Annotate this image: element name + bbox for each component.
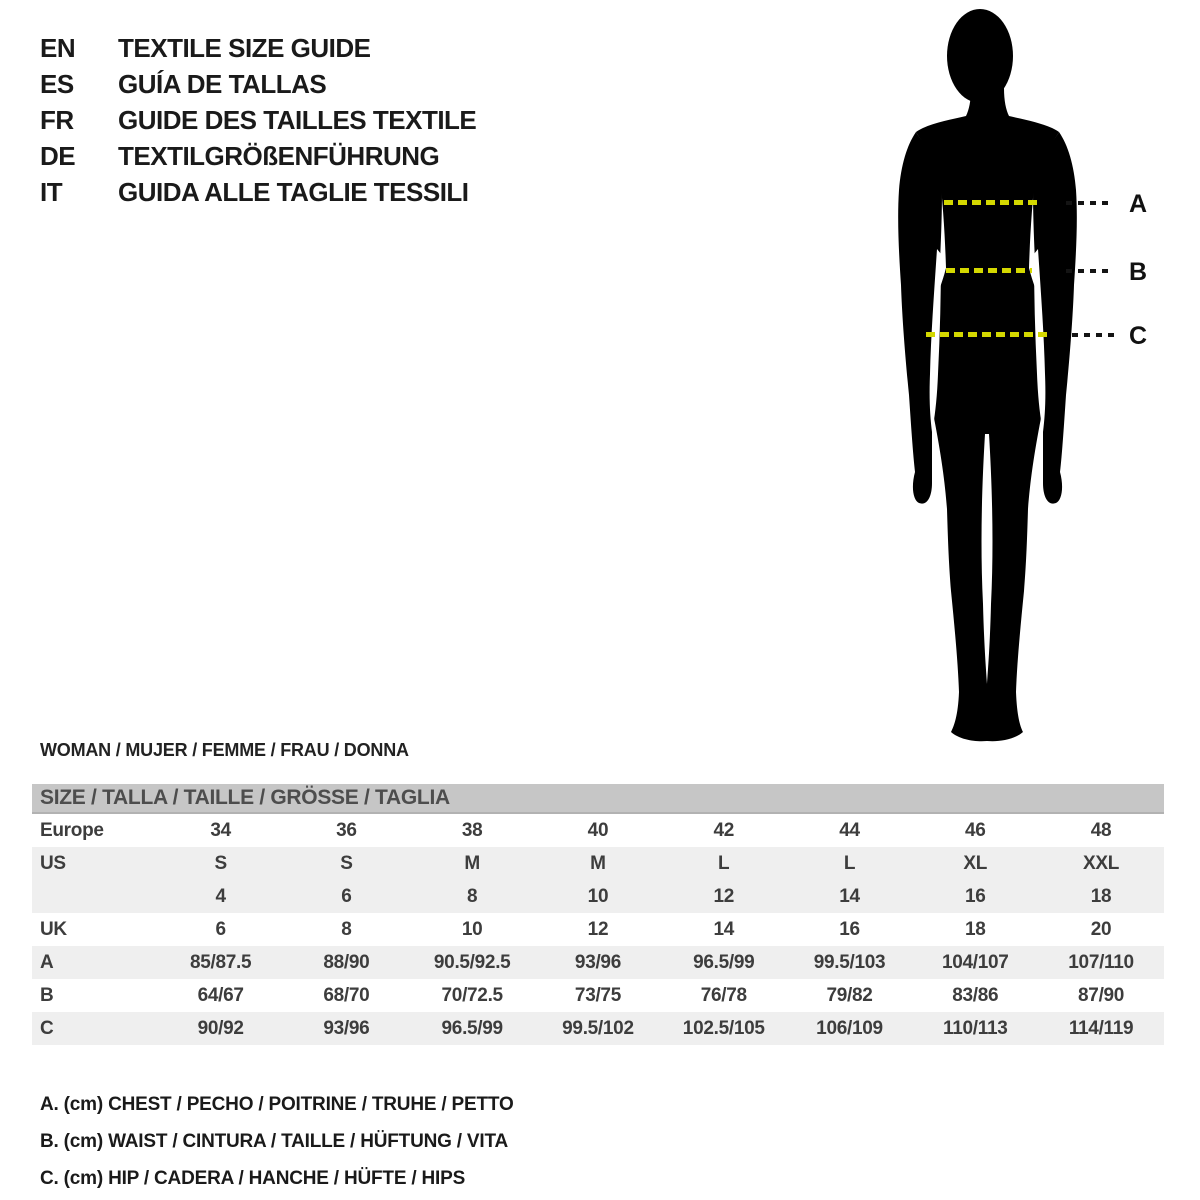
cell: 68/70 xyxy=(323,984,370,1006)
cell: 85/87.5 xyxy=(190,951,252,973)
cell: 6 xyxy=(341,885,352,907)
language-title: GUÍA DE TALLAS xyxy=(118,68,327,99)
row-label: Europe xyxy=(40,819,104,841)
table-row-uk xyxy=(32,913,1164,946)
cell: 107/110 xyxy=(1068,951,1134,973)
cell: 42 xyxy=(713,819,734,841)
measure-label-c: C xyxy=(1129,322,1148,350)
table-row-europe xyxy=(32,813,1164,847)
table-row-waist xyxy=(32,979,1164,1012)
cell: 12 xyxy=(587,918,609,940)
measure-label-b: B xyxy=(1129,258,1148,286)
cell: S xyxy=(214,852,227,874)
language-title: TEXTILE SIZE GUIDE xyxy=(118,32,371,63)
cell: 40 xyxy=(587,819,609,841)
cell: 18 xyxy=(964,918,986,940)
cell: 20 xyxy=(1090,918,1112,940)
cell: 8 xyxy=(467,885,478,907)
measurement-legend xyxy=(40,1086,514,1197)
cell: 38 xyxy=(461,819,483,841)
cell: 34 xyxy=(210,819,231,841)
cell: 4 xyxy=(215,885,226,907)
table-row-us xyxy=(32,847,1164,880)
gender-heading: WOMAN / MUJER / FEMME / FRAU / DONNA xyxy=(40,740,409,760)
cell: 99.5/102 xyxy=(562,1017,634,1039)
row-label: A xyxy=(40,951,54,973)
hip-leader-dots xyxy=(1072,333,1114,337)
cell: 48 xyxy=(1090,819,1112,841)
chest-measure-dash-line xyxy=(944,200,1038,205)
language-title: GUIDA ALLE TAGLIE TESSILI xyxy=(118,176,469,207)
waist-measure-dash-line xyxy=(946,268,1032,273)
cell: 36 xyxy=(336,819,357,841)
cell: 18 xyxy=(1090,885,1112,907)
table-header: SIZE / TALLA / TAILLE / GRÖSSE / TAGLIA xyxy=(32,784,1164,813)
cell: 10 xyxy=(461,918,483,940)
language-code: FR xyxy=(40,104,74,135)
cell: 10 xyxy=(587,885,609,907)
legend-line-waist: B. (cm) WAIST / CINTURA / TAILLE / HÜFTUNG / VITA xyxy=(40,1130,508,1152)
cell: XXL xyxy=(1083,852,1120,874)
table-row-us-numeric xyxy=(32,880,1164,913)
woman-silhouette-image xyxy=(888,4,1088,744)
language-title: GUIDE DES TAILLES TEXTILE xyxy=(118,104,477,135)
cell: 73/75 xyxy=(574,984,621,1006)
language-title: TEXTILGRÖßENFÜHRUNG xyxy=(118,140,440,171)
cell: 102.5/105 xyxy=(682,1017,765,1039)
chest-leader-dots xyxy=(1066,201,1114,205)
cell: 46 xyxy=(964,819,986,841)
legend-line-chest: A. (cm) CHEST / PECHO / POITRINE / TRUHE / PETTO xyxy=(40,1093,514,1115)
cell: 6 xyxy=(215,918,226,940)
cell: 79/82 xyxy=(826,984,873,1006)
cell: L xyxy=(718,852,730,874)
table-header-row xyxy=(32,784,1164,813)
row-label: C xyxy=(40,1017,54,1039)
legend-line-hip: C. (cm) HIP / CADERA / HANCHE / HÜFTE / HIPS xyxy=(40,1167,466,1189)
table-row-hip xyxy=(32,1012,1164,1045)
cell: 8 xyxy=(341,918,352,940)
cell: 16 xyxy=(964,885,986,907)
cell: 87/90 xyxy=(1078,984,1125,1006)
cell: 64/67 xyxy=(197,984,244,1006)
cell: 90.5/92.5 xyxy=(433,951,511,973)
cell: 83/86 xyxy=(952,984,999,1006)
cell: 88/90 xyxy=(323,951,370,973)
cell: 99.5/103 xyxy=(813,951,886,973)
language-code: ES xyxy=(40,68,74,99)
cell: 44 xyxy=(839,819,860,841)
cell: S xyxy=(340,852,353,874)
table-row-chest xyxy=(32,946,1164,979)
cell: 14 xyxy=(713,918,734,940)
cell: XL xyxy=(963,852,988,874)
cell: 90/92 xyxy=(197,1017,244,1039)
cell: 14 xyxy=(839,885,860,907)
cell: 104/107 xyxy=(941,951,1009,973)
language-code: IT xyxy=(40,176,63,207)
cell: 76/78 xyxy=(700,984,747,1006)
cell: L xyxy=(843,852,856,874)
waist-leader-dots xyxy=(1066,269,1114,273)
row-label: US xyxy=(40,852,66,874)
cell: 96.5/99 xyxy=(441,1017,503,1039)
cell: 96.5/99 xyxy=(693,951,755,973)
language-code: DE xyxy=(40,140,76,171)
cell: M xyxy=(464,852,480,874)
cell: 70/72.5 xyxy=(441,984,503,1006)
cell: 93/96 xyxy=(574,951,621,973)
size-table xyxy=(32,784,1164,1045)
cell: 110/113 xyxy=(943,1017,1008,1039)
row-label xyxy=(32,880,158,913)
cell: 12 xyxy=(713,885,734,907)
row-label: UK xyxy=(40,918,67,940)
cell: 106/109 xyxy=(816,1017,883,1039)
language-code: EN xyxy=(40,32,76,63)
cell: M xyxy=(590,852,606,874)
cell: 114/119 xyxy=(1068,1017,1134,1039)
cell: 93/96 xyxy=(323,1017,370,1039)
hip-measure-dash-line xyxy=(926,332,1048,337)
cell: 16 xyxy=(839,918,860,940)
measure-label-a: A xyxy=(1129,190,1148,218)
row-label: B xyxy=(40,984,54,1006)
